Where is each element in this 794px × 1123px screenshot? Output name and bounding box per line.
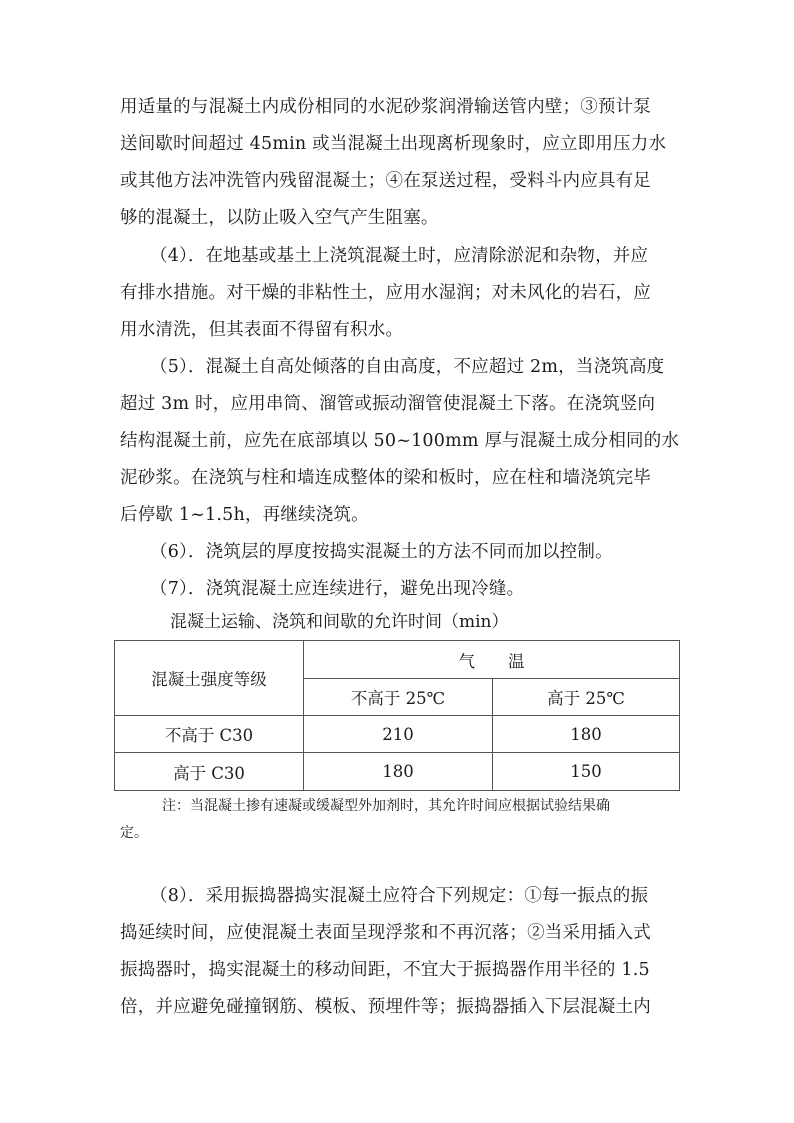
text-line: 振捣器时，捣实混凝土的移动间距，不宜大于振捣器作用半径的 1.5 <box>120 960 650 980</box>
text-line: （4）．在地基或基土上浇筑混凝土时，应清除淤泥和杂物，并应 <box>150 246 649 266</box>
text-line: 够的混凝土，以防止吸入空气产生阻塞。 <box>120 208 439 228</box>
table-header-col-low-temp: 不高于 25℃ <box>304 679 493 716</box>
table-row-label: 高于 C30 <box>115 753 304 791</box>
text-line: 用适量的与混凝土内成份相同的水泥砂浆润滑输送管内壁；③预计泵 <box>120 97 651 117</box>
table-header-col-high-temp: 高于 25℃ <box>493 679 680 716</box>
text-line: 捣延续时间，应使混凝土表面呈现浮浆和不再沉落；②当采用插入式 <box>120 923 651 943</box>
text-line: （7）．浇筑混凝土应连续进行，避免出现冷缝。 <box>150 579 525 599</box>
text-line: （8）．采用振捣器捣实混凝土应符合下列规定：①每一振点的振 <box>150 886 649 906</box>
table-cell: 180 <box>304 753 493 791</box>
text-line: 超过 3m 时，应用串筒、溜管或振动溜管使混凝土下落。在浇筑竖向 <box>120 394 656 414</box>
table-cell: 150 <box>493 753 680 791</box>
table-note-line: 定。 <box>120 825 148 841</box>
text-line: 送间歇时间超过 45min 或当混凝土出现离析现象时，应立即用压力水 <box>120 134 667 154</box>
text-line: （5）．混凝土自高处倾落的自由高度，不应超过 2m，当浇筑高度 <box>150 357 665 377</box>
text-line: 用水清洗，但其表面不得留有积水。 <box>120 320 404 340</box>
table-row-label: 不高于 C30 <box>115 716 304 753</box>
text-line: 后停歇 1~1.5h，再继续浇筑。 <box>120 505 369 525</box>
table-caption: 混凝土运输、浇筑和间歇的允许时间（min） <box>170 612 509 632</box>
table-note-line: 注：当混凝土掺有速凝或缓凝型外加剂时，其允许时间应根据试验结果确 <box>162 798 610 814</box>
table-row <box>115 716 680 753</box>
text-line: 结构混凝土前，应先在底部填以 50~100mm 厚与混凝土成分相同的水 <box>120 431 680 451</box>
allowed-time-table <box>114 640 680 791</box>
text-line: 泥砂浆。在浇筑与柱和墙连成整体的梁和板时，应在柱和墙浇筑完毕 <box>120 468 651 488</box>
table-row <box>115 753 680 791</box>
table-header-strength-grade: 混凝土强度等级 <box>115 641 304 716</box>
text-line: 倍，并应避免碰撞钢筋、模板、预埋件等；振捣器插入下层混凝土内 <box>120 997 651 1017</box>
table-cell: 180 <box>493 716 680 753</box>
table-header-temperature: 气 温 <box>304 641 680 679</box>
text-line: 有排水措施。对干燥的非粘性土，应用水湿润；对未风化的岩石，应 <box>120 283 651 303</box>
text-line: 或其他方法冲洗管内残留混凝土；④在泵送过程，受料斗内应具有足 <box>120 171 651 191</box>
text-line: （6）．浇筑层的厚度按捣实混凝土的方法不同而加以控制。 <box>150 542 613 562</box>
table-cell: 210 <box>304 716 493 753</box>
